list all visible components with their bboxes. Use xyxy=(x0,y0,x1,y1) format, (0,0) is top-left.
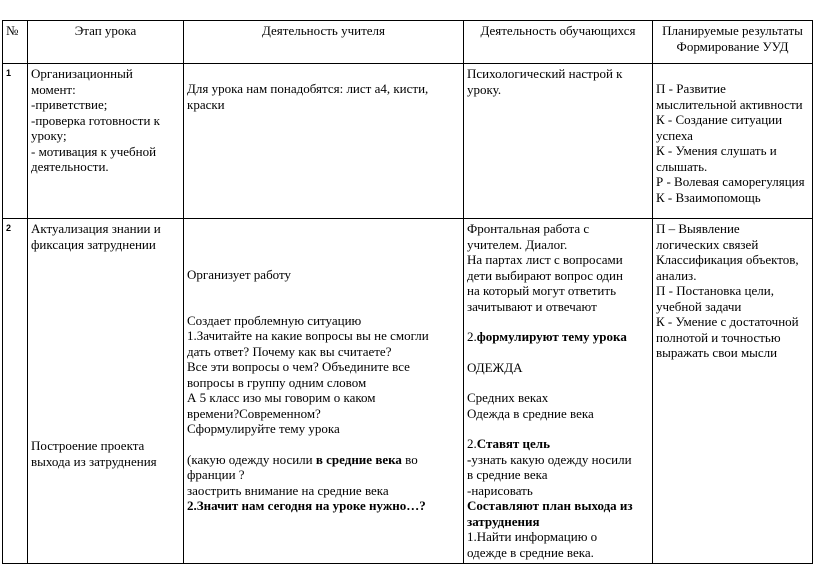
students-bold-text: - xyxy=(467,451,472,467)
students-bold-text: затруднения xyxy=(467,513,540,529)
stage-line: фиксация затруднении xyxy=(31,236,156,252)
students-bold-text: формулируют тему урока xyxy=(476,329,627,344)
header-results-line2: Формирование УУД xyxy=(676,38,789,54)
results-line: К - Создание ситуации xyxy=(656,112,783,127)
teacher-line xyxy=(187,452,460,468)
students-line: 1.Найти информацию о xyxy=(467,529,598,544)
results-line: анализ. xyxy=(656,267,697,283)
students-bold-text: Ставят цель xyxy=(476,436,550,451)
teacher-text: во xyxy=(401,451,418,467)
results-line: успеха xyxy=(656,127,693,143)
results-line: полнотой и точностью xyxy=(656,329,781,345)
results-line: П – Выявление xyxy=(656,221,740,236)
stage-cell xyxy=(28,64,184,219)
results-line: мыслительной активности xyxy=(656,96,803,112)
table-row xyxy=(3,219,813,564)
teacher-line: 1.Зачитайте на какие вопросы вы не смогли xyxy=(187,328,429,343)
teacher-bold-text: в средние века xyxy=(315,451,402,467)
students-line: Психологический настрой к xyxy=(467,66,623,81)
students-line xyxy=(467,452,649,468)
teacher-line: дать ответ? Почему как вы считаете? xyxy=(187,343,392,359)
students-line: учителем. Диалог. xyxy=(467,236,568,252)
results-line: К - Взаимопомощь xyxy=(656,189,761,205)
results-line: логических связей xyxy=(656,236,759,252)
stage-line: момент: xyxy=(31,81,76,97)
teacher-bold-text: 2.Значит нам сегодня на уроке нужно…? xyxy=(187,498,426,513)
results-line: выражать свои мысли xyxy=(656,345,778,360)
teacher-line: франции ? xyxy=(187,467,245,482)
stage-line: Актуализация знании и xyxy=(31,221,161,236)
results-line: Р - Волевая саморегуляция xyxy=(656,174,805,189)
students-line: в средние века xyxy=(467,467,548,482)
results-line: К - Умение с достаточной xyxy=(656,314,799,329)
students-line: зачитывают и отвечают xyxy=(467,298,597,314)
teacher-line: краски xyxy=(187,96,225,112)
students-line: Средних веках xyxy=(467,390,549,405)
students-line xyxy=(467,329,649,345)
stage-line: - мотивация к учебной xyxy=(31,143,157,159)
header-teacher: Деятельность учителя xyxy=(184,21,464,64)
results-line: Классификация объектов, xyxy=(656,252,799,267)
results-line: П - Постановка цели, xyxy=(656,283,774,298)
stage-line: уроку; xyxy=(31,128,67,143)
stage-line: Построение проекта xyxy=(31,438,145,453)
stage-cell xyxy=(28,219,184,564)
students-line: -нарисовать xyxy=(467,482,533,498)
results-cell xyxy=(653,64,813,219)
lesson-plan-table xyxy=(2,20,813,564)
students-line: на который могут ответить xyxy=(467,283,616,298)
teacher-line xyxy=(187,498,460,514)
students-text: узнать какую одежду носили xyxy=(471,451,632,467)
teacher-text: (какую одежду носили xyxy=(187,451,316,467)
stage-line: деятельности. xyxy=(31,159,109,174)
stage-line: Организационный xyxy=(31,66,133,81)
header-stage: Этап урока xyxy=(28,21,184,64)
teacher-cell xyxy=(184,219,464,564)
header-row xyxy=(3,21,813,64)
students-line: уроку. xyxy=(467,81,502,97)
teacher-line: времени?Современном? xyxy=(187,405,321,421)
results-line: слышать. xyxy=(656,158,708,174)
students-cell xyxy=(464,64,653,219)
header-students: Деятельность обучающихся xyxy=(464,21,653,64)
students-line: Фронтальная работа с xyxy=(467,221,590,236)
students-bold-text: Составляют план выхода из xyxy=(467,498,633,513)
stage-line: -приветствие; xyxy=(31,97,108,112)
row-number: 1 xyxy=(3,64,28,219)
students-line xyxy=(467,514,649,530)
students-cell xyxy=(464,219,653,564)
students-line: дети выбирают вопрос один xyxy=(467,267,623,283)
results-line: П - Развитие xyxy=(656,81,726,96)
header-results-line1: Планируемые результаты xyxy=(662,23,803,38)
results-line: учебной задачи xyxy=(656,298,742,314)
teacher-line: Сформулируйте тему урока xyxy=(187,421,340,436)
stage-line: -проверка готовности к xyxy=(31,112,160,128)
teacher-cell xyxy=(184,64,464,219)
header-results xyxy=(653,21,813,64)
students-line: Одежда в средние века xyxy=(467,405,594,421)
teacher-line: Все эти вопросы о чем? Объедините все xyxy=(187,359,410,374)
teacher-line: А 5 класс изо мы говорим о каком xyxy=(187,390,376,405)
students-text: 2. xyxy=(467,436,477,451)
stage-line: выхода из затруднения xyxy=(31,453,157,469)
results-cell xyxy=(653,219,813,564)
students-text: 2. xyxy=(467,329,477,344)
students-line xyxy=(467,436,649,452)
students-line: одежде в средние века. xyxy=(467,544,594,560)
row-number: 2 xyxy=(3,219,28,564)
students-line: ОДЕЖДА xyxy=(467,359,523,375)
teacher-line: вопросы в группу одним словом xyxy=(187,374,367,390)
students-line: На партах лист с вопросами xyxy=(467,252,623,267)
header-num: № xyxy=(3,21,28,64)
teacher-line: Организует работу xyxy=(187,267,292,282)
teacher-line: Создает проблемную ситуацию xyxy=(187,312,362,328)
students-line xyxy=(467,498,649,514)
table-row xyxy=(3,64,813,219)
teacher-line: Для урока нам понадобятся: лист а4, кисти, xyxy=(187,81,429,96)
results-line: К - Умения слушать и xyxy=(656,143,777,158)
teacher-line: заострить внимание на средние века xyxy=(187,482,389,498)
